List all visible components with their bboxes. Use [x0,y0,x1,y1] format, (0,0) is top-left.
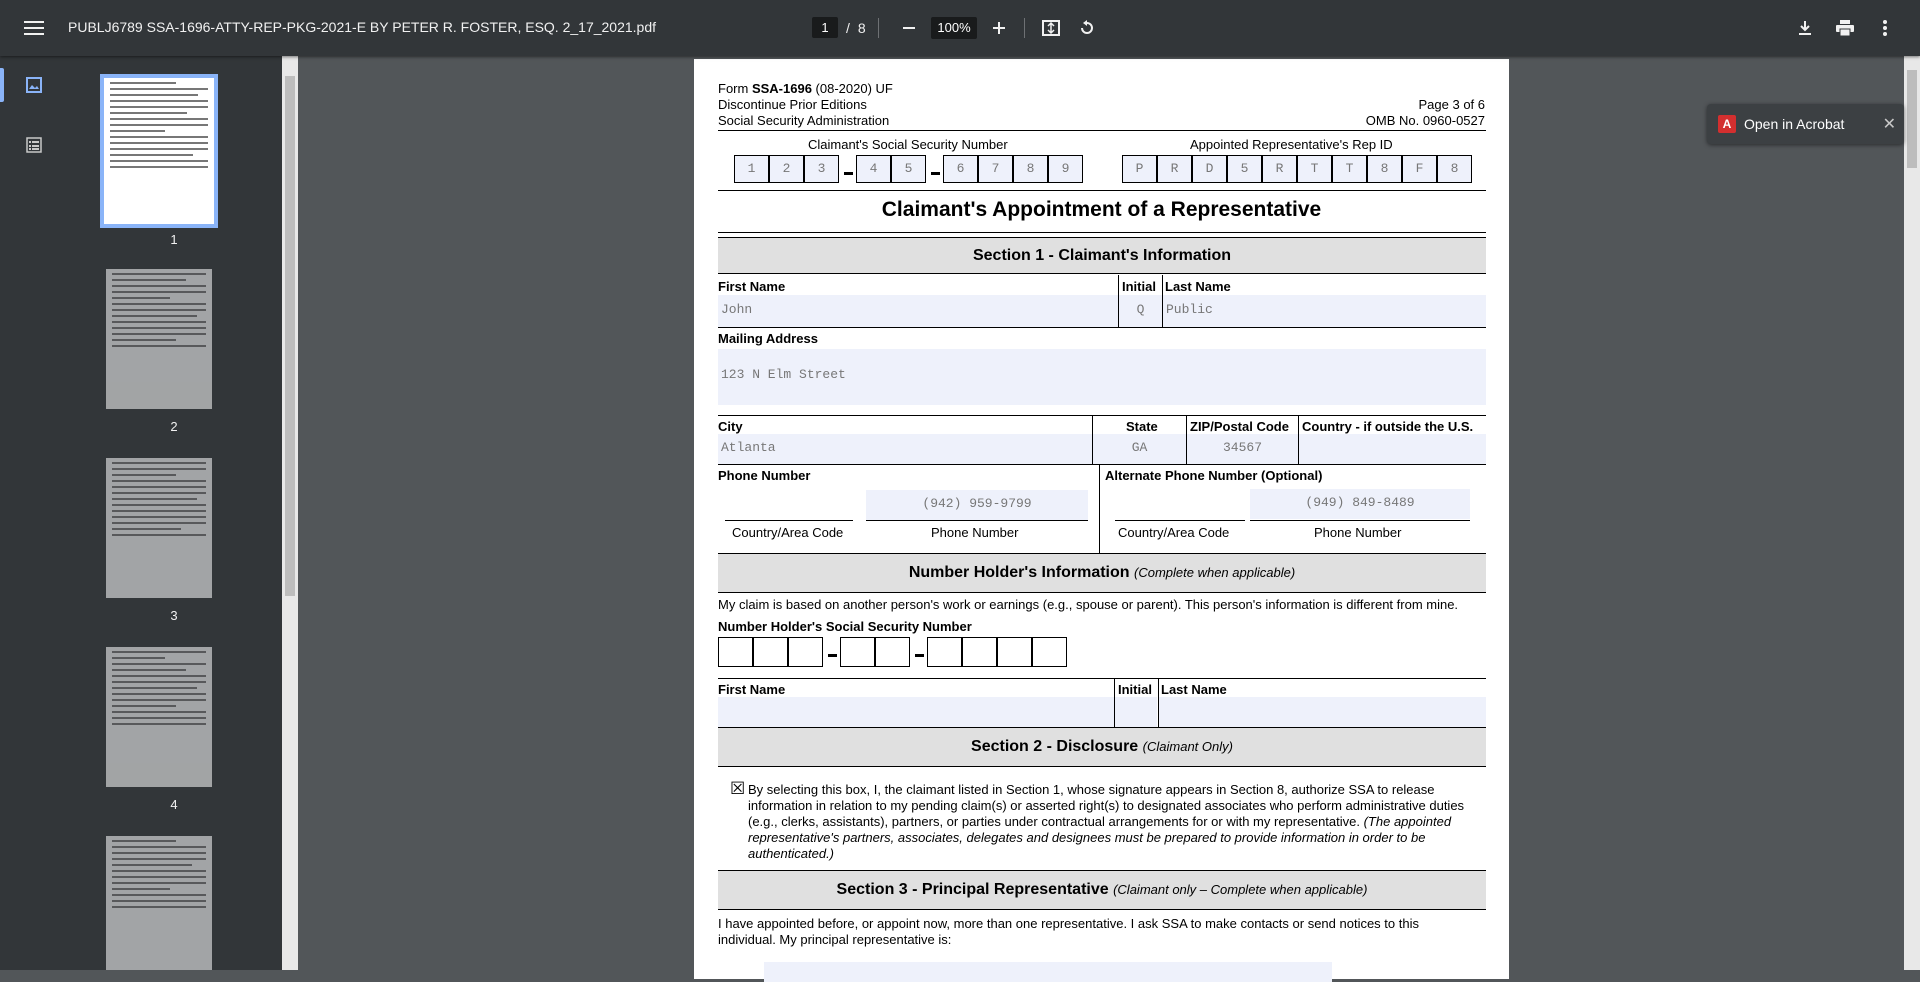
total-pages: 8 [857,19,866,36]
thumbnail-number: 1 [170,232,178,247]
claim-basis-text: My claim is based on another person's work or earnings (e.g., spouse or parent). This person's information is different from mine. [718,597,1459,612]
sidebar-active-indicator [0,68,4,102]
initial-field[interactable]: Q [1119,295,1162,327]
nh-ssn-box[interactable] [753,637,788,667]
state-field[interactable]: GA [1093,434,1186,464]
pdf-page [694,59,1509,979]
nh-initial-field[interactable] [1115,697,1157,727]
sidebar [0,56,66,970]
nh-ssn-box[interactable] [962,637,997,667]
phone-sublabel: Phone Number [931,525,1019,540]
alt-phone-field[interactable]: (949) 849-8489 [1250,489,1470,519]
rotate-button[interactable] [1075,16,1099,40]
fit-to-page-icon [1042,19,1060,37]
divider [1158,678,1159,728]
ssn-digit-box[interactable]: 3 [804,155,839,183]
divider [1114,678,1115,728]
ssn-digit-box[interactable]: 4 [856,155,891,183]
nh-ssn-box[interactable] [718,637,753,667]
close-icon[interactable]: ✕ [1882,116,1896,133]
form-edition-note: Discontinue Prior Editions [718,97,867,112]
fit-page-button[interactable] [1039,16,1063,40]
nh-ssn-box[interactable] [927,637,962,667]
rep-id-box[interactable]: D [1192,155,1227,183]
zoom-out-button[interactable] [897,16,921,40]
phone-label: Phone Number [718,468,811,483]
rep-id-box[interactable]: T [1297,155,1332,183]
state-label: State [1126,419,1158,434]
divider [718,130,1486,131]
divider [718,232,1486,233]
country-field[interactable] [1299,434,1486,464]
ssn-dash [915,654,924,657]
download-button[interactable] [1793,16,1817,40]
plus-icon [992,21,1006,35]
alt-phone-line [1250,520,1470,521]
alt-phone-label: Alternate Phone Number (Optional) [1105,468,1323,483]
first-name-field[interactable]: John [718,295,1118,327]
first-name-label: First Name [718,279,786,294]
rep-id-box[interactable]: R [1157,155,1192,183]
alt-area-code-sublabel: Country/Area Code [1118,525,1230,540]
divider [718,678,1486,679]
scrollbar-thumb[interactable] [285,76,295,596]
ssn-digit-box[interactable]: 5 [891,155,926,183]
page-of-label: Page 3 of 6 [1418,97,1485,112]
thumbnail-number: 4 [170,797,178,812]
ssn-dash [828,654,837,657]
principal-representative-field[interactable] [764,962,1332,982]
thumbnails-view-button[interactable] [20,71,48,99]
nh-last-name-field[interactable] [1159,697,1486,727]
nh-first-name-field[interactable] [718,697,1118,727]
page-separator: / [846,19,850,36]
disclosure-text: By selecting this box, I, the claimant listed in Section 1, whose signature appears in Section 8, authorize SSA to release information in relation to my pending claim(s) or asserted right(s) to designated associates who perform administrative duties (e.g., clerks, assistants), partners, or parties under contractual arrangements for or with my representative. (The appointed representative's partners, associates, delegates and designees must be prepared to provide information in order to be authenticated.) [748,782,1465,861]
section-3-header: Section 3 - Principal Representative (Claimant only – Complete when applicable) [718,870,1486,910]
document-viewer [298,56,1904,970]
alt-phone-sublabel: Phone Number [1314,525,1402,540]
image-icon [26,77,42,93]
last-name-field[interactable]: Public [1163,295,1486,327]
divider [1092,415,1093,465]
document-scrollbar[interactable] [1904,56,1920,970]
section-1-header: Section 1 - Claimant's Information [718,237,1486,274]
rep-id-box[interactable]: F [1402,155,1437,183]
toolbar-divider [1024,18,1025,38]
zoom-in-button[interactable] [987,16,1011,40]
rep-id-box[interactable]: T [1332,155,1367,183]
ssn-label: Claimant's Social Security Number [808,137,1008,152]
divider [1118,275,1119,328]
thumbnail-number: 2 [170,419,178,434]
scrollbar-thumb[interactable] [1907,70,1917,168]
thumbnail-panel [66,56,282,970]
city-field[interactable]: Atlanta [718,434,1092,464]
ssn-digit-box[interactable]: 1 [734,155,769,183]
minus-icon [902,21,916,35]
thumbnail-page-3[interactable] [106,458,212,598]
divider [1298,415,1299,465]
form-number: Form SSA-1696 (08-2020) UF [718,81,893,96]
ssn-digit-box[interactable]: 2 [769,155,804,183]
thumbnail-scrollbar[interactable] [282,56,298,970]
nh-initial-label: Initial [1118,682,1152,697]
thumbnail-page-5[interactable] [106,836,212,970]
divider [718,327,1486,328]
area-code-line [725,520,853,521]
nh-first-name-label: First Name [718,682,786,697]
nh-ssn-box[interactable] [875,637,910,667]
rep-id-box[interactable]: 5 [1227,155,1262,183]
nh-ssn-label: Number Holder's Social Security Number [718,619,972,634]
nh-ssn-box[interactable] [840,637,875,667]
phone-line [866,520,1088,521]
nh-last-name-label: Last Name [1161,682,1227,697]
city-label: City [718,419,743,434]
agency-name: Social Security Administration [718,113,890,128]
list-icon [26,137,42,153]
mailing-address-label: Mailing Address [718,331,818,346]
divider [1162,275,1163,328]
download-icon [1797,20,1813,36]
alt-area-code-line [1115,520,1245,521]
last-name-label: Last Name [1165,279,1231,294]
section-3-text: I have appointed before, or appoint now, more than one representative. I ask SSA to make contacts or send notices to this individual. My principal representative is: [718,916,1419,947]
zoom-input[interactable]: 100% [931,17,977,39]
rep-id-box[interactable]: P [1122,155,1157,183]
more-options-button[interactable] [1873,16,1897,40]
mailing-address-field[interactable]: 123 N Elm Street [718,349,1486,405]
divider [1099,464,1100,556]
rep-id-box[interactable]: 8 [1437,155,1472,183]
country-label: Country - if outside the U.S. [1302,419,1474,434]
divider [718,464,1486,465]
open-in-acrobat-label: Open in Acrobat [1744,116,1845,132]
toolbar-divider [878,18,879,38]
ssn-dash [931,172,940,175]
open-in-acrobat-popup[interactable] [1707,104,1904,144]
divider [718,415,1486,416]
omb-number: OMB No. 0960-0527 [1365,113,1485,128]
more-vertical-icon [1883,20,1887,36]
ssn-digit-box[interactable]: 8 [1013,155,1048,183]
thumbnail-page-1[interactable] [100,74,218,228]
ssn-digit-box[interactable]: 6 [943,155,978,183]
document-title: PUBLJ6789 SSA-1696-ATTY-REP-PKG-2021-E BY PETER R. FOSTER, ESQ. 2_17_2021.pdf [68,19,657,35]
phone-field[interactable]: (942) 959-9799 [866,490,1088,520]
rep-id-box[interactable]: 8 [1367,155,1402,183]
thumbnail-number: 3 [170,608,178,623]
ssn-dash [844,172,853,175]
nh-ssn-box[interactable] [997,637,1032,667]
print-button[interactable] [1833,16,1857,40]
ssn-digit-box[interactable]: 9 [1048,155,1083,183]
nh-ssn-box[interactable] [1032,637,1067,667]
thumbnail-page-2[interactable] [106,269,212,409]
pdf-toolbar [0,0,1920,56]
thumbnail-page-4[interactable] [106,647,212,787]
zip-label: ZIP/Postal Code [1190,419,1289,434]
ssn-digit-box[interactable]: 7 [978,155,1013,183]
menu-icon[interactable] [22,17,46,39]
acrobat-icon: A [1718,115,1736,133]
print-icon [1836,20,1854,36]
initial-label: Initial [1122,279,1156,294]
rep-id-box[interactable]: R [1262,155,1297,183]
rep-id-label: Appointed Representative's Rep ID [1190,137,1393,152]
nh-ssn-box[interactable] [788,637,823,667]
area-code-sublabel: Country/Area Code [732,525,844,540]
zip-field[interactable]: 34567 [1187,434,1298,464]
number-holder-header: Number Holder's Information (Complete when applicable) [718,553,1486,593]
rotate-icon [1078,19,1096,37]
disclosure-checkbox[interactable]: ☒ [730,779,746,798]
outline-view-button[interactable] [20,131,48,159]
page-indicator [812,17,866,38]
form-main-title: Claimant's Appointment of a Representative [881,198,1322,221]
page-number-input[interactable]: 1 [812,17,838,38]
divider [718,190,1486,191]
section-2-header: Section 2 - Disclosure (Claimant Only) [718,727,1486,767]
divider [1186,415,1187,465]
